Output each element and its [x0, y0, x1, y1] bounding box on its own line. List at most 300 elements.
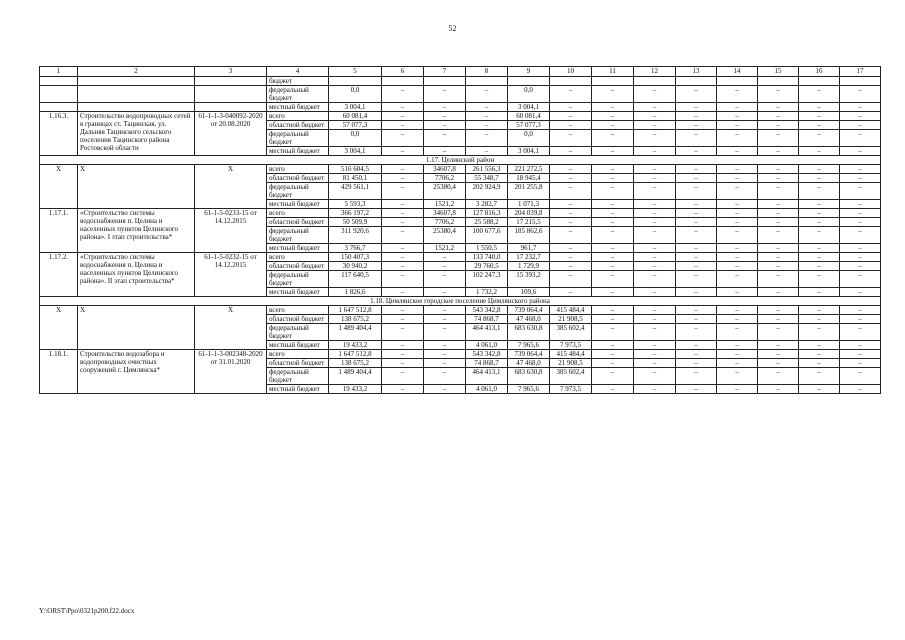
value-cell-col-7: 7706,2 — [424, 218, 466, 227]
value-cell-col-12: – — [634, 324, 676, 341]
value-cell-col-7: 25380,4 — [424, 227, 466, 244]
value-cell-col-12: – — [634, 200, 676, 209]
value-cell-col-16 — [799, 77, 840, 86]
value-cell-col-15: – — [758, 121, 799, 130]
value-cell-col-6: – — [382, 244, 424, 253]
value-cell-col-14: – — [717, 218, 758, 227]
value-cell-col-9: 7 965,6 — [508, 385, 550, 394]
table-row — [40, 306, 881, 315]
value-cell-col-9: 57 077,3 — [508, 121, 550, 130]
value-cell-col-7: 34607,8 — [424, 165, 466, 174]
value-cell-col-14: – — [717, 130, 758, 147]
value-cell-col-13: – — [676, 103, 717, 112]
value-cell-col-15: – — [758, 165, 799, 174]
value-cell-col-17: – — [840, 147, 881, 156]
value-cell-col-8: 25 588,2 — [466, 218, 508, 227]
value-cell-col-7: – — [424, 350, 466, 359]
value-cell-col-8: 4 061,0 — [466, 385, 508, 394]
value-cell-col-17: – — [840, 86, 881, 103]
value-cell-col-16: – — [799, 130, 840, 147]
value-cell-col-6: – — [382, 218, 424, 227]
value-cell-col-14: – — [717, 368, 758, 385]
value-cell-col-10: – — [550, 253, 592, 262]
value-cell-col-11: – — [592, 227, 634, 244]
value-cell-col-6: – — [382, 103, 424, 112]
column-header-14: 14 — [717, 67, 758, 77]
value-cell-col-8: 3 282,7 — [466, 200, 508, 209]
value-cell-col-8: 1 732,2 — [466, 288, 508, 297]
value-cell-col-15: – — [758, 227, 799, 244]
value-cell-col-5: 138 675,2 — [329, 315, 382, 324]
value-cell-col-12: – — [634, 227, 676, 244]
value-cell-col-10: 7 973,5 — [550, 385, 592, 394]
value-cell-col-11: – — [592, 253, 634, 262]
value-cell-col-17: – — [840, 253, 881, 262]
value-cell-col-10: – — [550, 244, 592, 253]
value-cell-col-5: 0,0 — [329, 130, 382, 147]
value-cell-col-15: – — [758, 147, 799, 156]
value-cell-col-12: – — [634, 262, 676, 271]
value-cell-col-16: – — [799, 271, 840, 288]
value-cell-col-16: – — [799, 200, 840, 209]
value-cell-col-15: – — [758, 130, 799, 147]
value-cell-col-8: – — [466, 103, 508, 112]
value-cell-col-10: – — [550, 209, 592, 218]
value-cell-col-6: – — [382, 147, 424, 156]
value-cell-col-5: 138 675,2 — [329, 359, 382, 368]
value-cell-col-13: – — [676, 350, 717, 359]
value-cell-col-17: – — [840, 112, 881, 121]
value-cell-col-13: – — [676, 174, 717, 183]
value-cell-col-10: 385 602,4 — [550, 324, 592, 341]
value-cell-col-9: 47 468,0 — [508, 315, 550, 324]
value-cell-col-15: – — [758, 174, 799, 183]
value-cell-col-11 — [592, 77, 634, 86]
value-cell-col-14: – — [717, 385, 758, 394]
column-header-13: 13 — [676, 67, 717, 77]
funding-source: бюджет — [267, 77, 329, 86]
value-cell-col-9: 3 004,1 — [508, 103, 550, 112]
value-cell-col-14: – — [717, 121, 758, 130]
item-name: Х — [78, 306, 195, 350]
value-cell-col-6: – — [382, 183, 424, 200]
column-header-4: 4 — [267, 67, 329, 77]
column-header-12: 12 — [634, 67, 676, 77]
value-cell-col-10: – — [550, 130, 592, 147]
value-cell-col-8: – — [466, 112, 508, 121]
value-cell-col-12: – — [634, 112, 676, 121]
column-header-15: 15 — [758, 67, 799, 77]
item-name — [78, 103, 195, 112]
value-cell-col-13: – — [676, 218, 717, 227]
value-cell-col-12: – — [634, 368, 676, 385]
value-cell-col-10: – — [550, 200, 592, 209]
approval-doc: Х — [195, 306, 267, 350]
item-name: «Строительство системы водоснабжения п. Целина и населенных пунктов Целинского района». I этап строительства* — [78, 209, 195, 253]
value-cell-col-9: 201 255,8 — [508, 183, 550, 200]
value-cell-col-9: 739 064,4 — [508, 306, 550, 315]
item-number: Х — [40, 165, 78, 209]
value-cell-col-14: – — [717, 262, 758, 271]
value-cell-col-5: 19 433,2 — [329, 341, 382, 350]
value-cell-col-17: – — [840, 271, 881, 288]
funding-source: всего — [267, 306, 329, 315]
value-cell-col-8: 55 348,7 — [466, 174, 508, 183]
value-cell-col-16: – — [799, 121, 840, 130]
funding-source: федеральный бюджет — [267, 86, 329, 103]
value-cell-col-7: 1521,2 — [424, 244, 466, 253]
value-cell-col-13: – — [676, 253, 717, 262]
table-row — [40, 253, 881, 262]
value-cell-col-16: – — [799, 253, 840, 262]
value-cell-col-14: – — [717, 200, 758, 209]
table-row — [40, 103, 881, 112]
value-cell-col-10: – — [550, 227, 592, 244]
value-cell-col-9: 204 039,8 — [508, 209, 550, 218]
value-cell-col-6: – — [382, 227, 424, 244]
value-cell-col-16: – — [799, 165, 840, 174]
funding-source: всего — [267, 253, 329, 262]
value-cell-col-11: – — [592, 271, 634, 288]
value-cell-col-12: – — [634, 350, 676, 359]
value-cell-col-12 — [634, 77, 676, 86]
value-cell-col-7: – — [424, 103, 466, 112]
value-cell-col-14: – — [717, 165, 758, 174]
value-cell-col-11: – — [592, 200, 634, 209]
value-cell-col-16: – — [799, 86, 840, 103]
value-cell-col-12: – — [634, 174, 676, 183]
item-number — [40, 103, 78, 112]
item-name: «Строительство системы водоснабжения п. Целина и населенных пунктов Целинского района». II этап строительства* — [78, 253, 195, 297]
value-cell-col-9: 961,7 — [508, 244, 550, 253]
value-cell-col-9: 221 272,5 — [508, 165, 550, 174]
value-cell-col-12: – — [634, 341, 676, 350]
column-header-2: 2 — [78, 67, 195, 77]
funding-source: федеральный бюджет — [267, 183, 329, 200]
value-cell-col-11: – — [592, 288, 634, 297]
value-cell-col-13: – — [676, 271, 717, 288]
value-cell-col-15 — [758, 77, 799, 86]
approval-doc: 61-1-5-0232-15 от 14.12.2015 — [195, 253, 267, 297]
value-cell-col-17: – — [840, 288, 881, 297]
value-cell-col-10: 415 484,4 — [550, 350, 592, 359]
approval-doc: 61-1-5-0233-15 от 14.12.2015 — [195, 209, 267, 253]
value-cell-col-7: 1521,2 — [424, 200, 466, 209]
value-cell-col-9: 739 064,4 — [508, 350, 550, 359]
value-cell-col-14: – — [717, 306, 758, 315]
value-cell-col-14: – — [717, 183, 758, 200]
value-cell-col-8: 543 342,8 — [466, 350, 508, 359]
value-cell-col-7: – — [424, 341, 466, 350]
value-cell-col-17: – — [840, 368, 881, 385]
value-cell-col-17: – — [840, 306, 881, 315]
value-cell-col-7: – — [424, 324, 466, 341]
value-cell-col-17: – — [840, 174, 881, 183]
value-cell-col-6: – — [382, 130, 424, 147]
funding-source: местный бюджет — [267, 341, 329, 350]
value-cell-col-5: 150 407,3 — [329, 253, 382, 262]
value-cell-col-16: – — [799, 147, 840, 156]
value-cell-col-5: 3 004,1 — [329, 103, 382, 112]
value-cell-col-9: 109,6 — [508, 288, 550, 297]
value-cell-col-16: – — [799, 183, 840, 200]
value-cell-col-17: – — [840, 244, 881, 253]
funding-source: всего — [267, 165, 329, 174]
item-number: 1.17.2. — [40, 253, 78, 297]
value-cell-col-5: 366 197,2 — [329, 209, 382, 218]
value-cell-col-11: – — [592, 368, 634, 385]
item-number: 1.18.1. — [40, 350, 78, 394]
page-number: 52 — [448, 24, 457, 33]
value-cell-col-10: – — [550, 121, 592, 130]
value-cell-col-9: 1 729,9 — [508, 262, 550, 271]
value-cell-col-16: – — [799, 174, 840, 183]
value-cell-col-12: – — [634, 86, 676, 103]
value-cell-col-15: – — [758, 385, 799, 394]
value-cell-col-7: 25380,4 — [424, 183, 466, 200]
value-cell-col-12: – — [634, 253, 676, 262]
value-cell-col-12: – — [634, 244, 676, 253]
value-cell-col-17 — [840, 77, 881, 86]
item-name: Х — [78, 165, 195, 209]
value-cell-col-17: – — [840, 341, 881, 350]
value-cell-col-17: – — [840, 359, 881, 368]
table-header-row — [40, 67, 881, 77]
value-cell-col-9: 7 965,6 — [508, 341, 550, 350]
value-cell-col-13: – — [676, 165, 717, 174]
item-number — [40, 77, 78, 86]
value-cell-col-11: – — [592, 350, 634, 359]
value-cell-col-10: 385 602,4 — [550, 368, 592, 385]
value-cell-col-16: – — [799, 227, 840, 244]
value-cell-col-8: 74 868,7 — [466, 359, 508, 368]
value-cell-col-13: – — [676, 147, 717, 156]
value-cell-col-6: – — [382, 341, 424, 350]
value-cell-col-15: – — [758, 200, 799, 209]
column-header-10: 10 — [550, 67, 592, 77]
value-cell-col-13 — [676, 77, 717, 86]
value-cell-col-8: 543 342,8 — [466, 306, 508, 315]
value-cell-col-15: – — [758, 209, 799, 218]
value-cell-col-5: 5 593,3 — [329, 200, 382, 209]
value-cell-col-13: – — [676, 368, 717, 385]
approval-doc — [195, 86, 267, 103]
value-cell-col-16: – — [799, 324, 840, 341]
value-cell-col-17: – — [840, 165, 881, 174]
value-cell-col-13: – — [676, 359, 717, 368]
item-name: Строительство водозабора и водопроводных очистных сооружений г. Цимлянска* — [78, 350, 195, 394]
value-cell-col-10: – — [550, 262, 592, 271]
value-cell-col-7: – — [424, 253, 466, 262]
item-number: 1.17.1. — [40, 209, 78, 253]
value-cell-col-12: – — [634, 147, 676, 156]
value-cell-col-15: – — [758, 244, 799, 253]
value-cell-col-7: – — [424, 262, 466, 271]
value-cell-col-7: 7706,2 — [424, 174, 466, 183]
value-cell-col-10: – — [550, 86, 592, 103]
value-cell-col-7: – — [424, 147, 466, 156]
value-cell-col-13: – — [676, 209, 717, 218]
value-cell-col-8: 127 816,3 — [466, 209, 508, 218]
value-cell-col-17: – — [840, 385, 881, 394]
value-cell-col-5: 1 826,6 — [329, 288, 382, 297]
value-cell-col-5: 3 766,7 — [329, 244, 382, 253]
value-cell-col-14: – — [717, 174, 758, 183]
value-cell-col-8: 133 740,0 — [466, 253, 508, 262]
value-cell-col-14: – — [717, 244, 758, 253]
value-cell-col-14: – — [717, 147, 758, 156]
value-cell-col-8: 464 413,1 — [466, 324, 508, 341]
value-cell-col-6: – — [382, 359, 424, 368]
value-cell-col-11: – — [592, 183, 634, 200]
approval-doc: 61-1-1-3-002348-2020 от 31.01.2020 — [195, 350, 267, 394]
value-cell-col-6: – — [382, 288, 424, 297]
value-cell-col-8: 202 924,9 — [466, 183, 508, 200]
value-cell-col-11: – — [592, 306, 634, 315]
table-row — [40, 112, 881, 121]
value-cell-col-16: – — [799, 306, 840, 315]
value-cell-col-9: 60 081,4 — [508, 112, 550, 121]
value-cell-col-15: – — [758, 288, 799, 297]
column-header-17: 17 — [840, 67, 881, 77]
value-cell-col-5: 516 604,5 — [329, 165, 382, 174]
budget-table — [39, 66, 881, 394]
value-cell-col-17: – — [840, 218, 881, 227]
value-cell-col-15: – — [758, 218, 799, 227]
value-cell-col-15: – — [758, 324, 799, 341]
value-cell-col-11: – — [592, 147, 634, 156]
column-header-11: 11 — [592, 67, 634, 77]
value-cell-col-12: – — [634, 315, 676, 324]
column-header-6: 6 — [382, 67, 424, 77]
value-cell-col-5: 81 450,1 — [329, 174, 382, 183]
approval-doc: 61-1-1-3-040092-2020 от 20.08.2020 — [195, 112, 267, 156]
value-cell-col-16: – — [799, 350, 840, 359]
value-cell-col-10 — [550, 77, 592, 86]
value-cell-col-11: – — [592, 341, 634, 350]
value-cell-col-5: 311 920,6 — [329, 227, 382, 244]
value-cell-col-9: 3 004,1 — [508, 147, 550, 156]
value-cell-col-11: – — [592, 218, 634, 227]
value-cell-col-9: 683 630,8 — [508, 324, 550, 341]
value-cell-col-6: – — [382, 271, 424, 288]
value-cell-col-17: – — [840, 121, 881, 130]
value-cell-col-17: – — [840, 350, 881, 359]
value-cell-col-17: – — [840, 227, 881, 244]
column-header-1: 1 — [40, 67, 78, 77]
funding-source: всего — [267, 209, 329, 218]
value-cell-col-13: – — [676, 244, 717, 253]
value-cell-col-6: – — [382, 174, 424, 183]
value-cell-col-13: – — [676, 183, 717, 200]
value-cell-col-6: – — [382, 306, 424, 315]
value-cell-col-8: – — [466, 86, 508, 103]
value-cell-col-6: – — [382, 262, 424, 271]
value-cell-col-16: – — [799, 244, 840, 253]
value-cell-col-5: 19 433,2 — [329, 385, 382, 394]
value-cell-col-12: – — [634, 359, 676, 368]
value-cell-col-6: – — [382, 385, 424, 394]
value-cell-col-13: – — [676, 130, 717, 147]
value-cell-col-6: – — [382, 121, 424, 130]
value-cell-col-5: 30 940,2 — [329, 262, 382, 271]
column-header-8: 8 — [466, 67, 508, 77]
value-cell-col-5: 1 489 404,4 — [329, 324, 382, 341]
value-cell-col-11: – — [592, 385, 634, 394]
funding-source: областной бюджет — [267, 262, 329, 271]
value-cell-col-10: – — [550, 218, 592, 227]
value-cell-col-8: – — [466, 121, 508, 130]
value-cell-col-7: – — [424, 86, 466, 103]
value-cell-col-15: – — [758, 315, 799, 324]
value-cell-col-5: 60 081,4 — [329, 112, 382, 121]
value-cell-col-6: – — [382, 86, 424, 103]
value-cell-col-14: – — [717, 112, 758, 121]
section-heading-row — [40, 156, 881, 165]
value-cell-col-8: 29 760,5 — [466, 262, 508, 271]
value-cell-col-14 — [717, 77, 758, 86]
value-cell-col-13: – — [676, 306, 717, 315]
value-cell-col-11: – — [592, 86, 634, 103]
funding-source: местный бюджет — [267, 244, 329, 253]
table-row — [40, 86, 881, 103]
value-cell-col-17: – — [840, 209, 881, 218]
value-cell-col-13: – — [676, 86, 717, 103]
value-cell-col-5: 429 561,1 — [329, 183, 382, 200]
value-cell-col-7 — [424, 77, 466, 86]
value-cell-col-11: – — [592, 359, 634, 368]
value-cell-col-8: – — [466, 130, 508, 147]
value-cell-col-13: – — [676, 200, 717, 209]
value-cell-col-8: 74 868,7 — [466, 315, 508, 324]
value-cell-col-12: – — [634, 130, 676, 147]
document-path: Y:\ORST\Ppo\0321p200.f22.docx — [39, 607, 135, 615]
column-header-3: 3 — [195, 67, 267, 77]
value-cell-col-6: – — [382, 200, 424, 209]
value-cell-col-16: – — [799, 368, 840, 385]
value-cell-col-13: – — [676, 288, 717, 297]
value-cell-col-7: – — [424, 385, 466, 394]
value-cell-col-7: 34607,8 — [424, 209, 466, 218]
item-name: Строительство водопроводных сетей в границах ст. Тацинская, ул. Дальняя Тацинского сельского поселения Тацинского района Ростовской области — [78, 112, 195, 156]
value-cell-col-9: 18 945,4 — [508, 174, 550, 183]
item-number: 1.16.3. — [40, 112, 78, 156]
funding-source: местный бюджет — [267, 147, 329, 156]
value-cell-col-15: – — [758, 112, 799, 121]
value-cell-col-14: – — [717, 350, 758, 359]
value-cell-col-8: 4 061,0 — [466, 341, 508, 350]
value-cell-col-6: – — [382, 368, 424, 385]
value-cell-col-16: – — [799, 218, 840, 227]
value-cell-col-6 — [382, 77, 424, 86]
value-cell-col-5: 3 004,1 — [329, 147, 382, 156]
column-header-5: 5 — [329, 67, 382, 77]
value-cell-col-14: – — [717, 324, 758, 341]
funding-source: областной бюджет — [267, 315, 329, 324]
approval-doc — [195, 103, 267, 112]
value-cell-col-13: – — [676, 315, 717, 324]
funding-source: всего — [267, 350, 329, 359]
value-cell-col-5: 1 647 512,8 — [329, 306, 382, 315]
value-cell-col-11: – — [592, 112, 634, 121]
funding-source: всего — [267, 112, 329, 121]
value-cell-col-7: – — [424, 288, 466, 297]
funding-source: областной бюджет — [267, 174, 329, 183]
funding-source: федеральный бюджет — [267, 227, 329, 244]
section-heading-row — [40, 297, 881, 306]
value-cell-col-15: – — [758, 262, 799, 271]
value-cell-col-11: – — [592, 103, 634, 112]
